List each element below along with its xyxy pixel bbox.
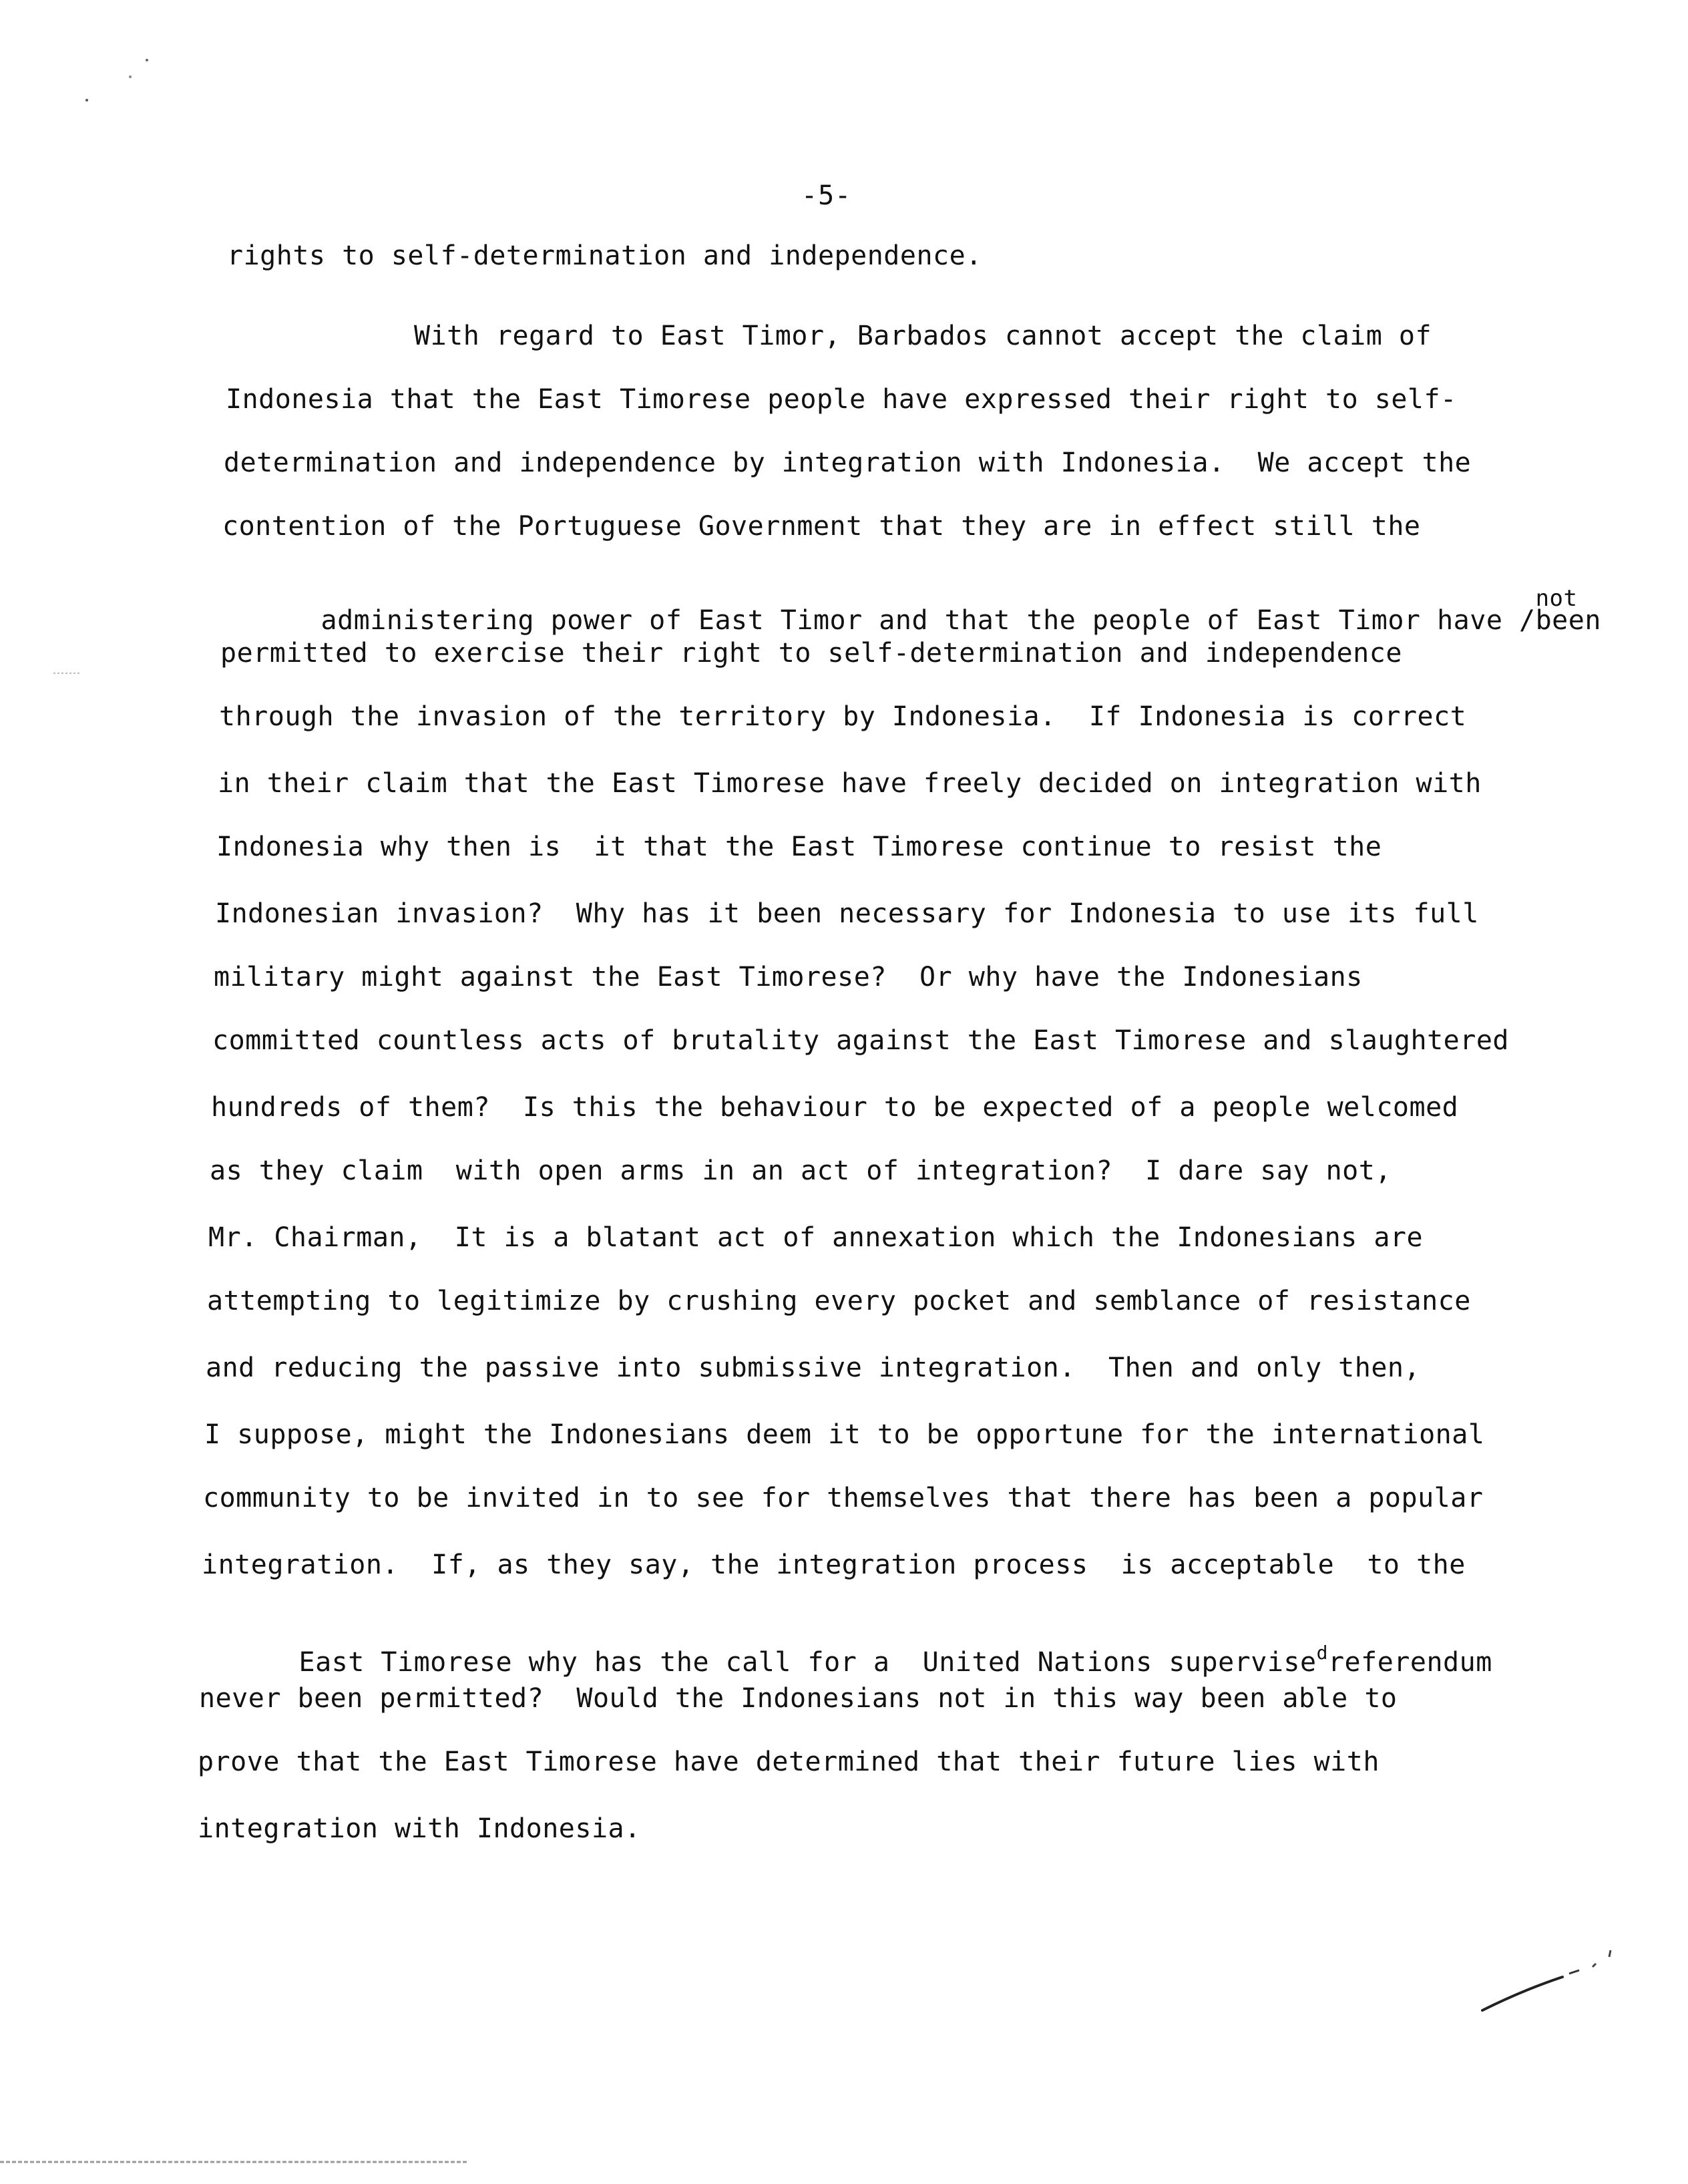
insertion-not: not [1535,585,1578,612]
text-line-21: integration. If, as they say, the integration process is acceptable to the [202,1550,1466,1580]
text-line-16: Mr. Chairman, It is a blatant act of annexation which the Indonesians are [208,1222,1424,1253]
text-line-10: Indonesia why then is it that the East Timorese continue to resist the [216,832,1382,862]
handwritten-insertion [1535,585,1601,636]
text-line-18: and reducing the passive into submissive integration. Then and only then, [206,1352,1421,1383]
text-line-8: through the invasion of the territory by Indonesia. If Indonesia is correct [219,701,1467,732]
text-line-25: integration with Indonesia. [198,1813,641,1844]
page-number: -5- [801,180,852,211]
handwritten-mark-icon [1469,1937,1643,2030]
text-line-20: community to be invited in to see for themselves that there has been a popular [203,1483,1484,1513]
text-line-15: as they claim with open arms in an act of integration? I dare say not, [210,1155,1392,1186]
text-line-5: contention of the Portuguese Government that they are in effect still the [222,511,1421,542]
text-line-14: hundreds of them? Is this the behaviour to be expected of a people welcomed [211,1092,1459,1123]
insertion-d: d [1316,1642,1328,1664]
text-line-2: With regard to East Timor, Barbados cannot accept the claim of [414,321,1432,351]
bottom-scan-edge [0,2154,481,2174]
text-line-4: determination and independence by integration with Indonesia. We accept the [224,447,1472,478]
text-line-24: prove that the East Timorese have determined that their future lies with [198,1747,1380,1777]
insertion-been: been [1535,605,1601,636]
text-line-22-main: East Timorese why has the call for a United Nations supervise [298,1647,1317,1678]
text-line-22-tail: referendum [1327,1647,1492,1678]
scan-specks [67,40,214,120]
text-line-23: never been permitted? Would the Indonesians not in this way been able to [199,1683,1398,1714]
text-line-12: military might against the East Timorese? Or why have the Indonesians [214,962,1363,992]
text-line-13: committed countless acts of brutality against the East Timorese and slaughtered [212,1025,1509,1056]
text-line-7: permitted to exercise their right to self-determination and independence [220,638,1402,669]
text-line-1: rights to self-determination and independence. [227,240,982,271]
text-line-3: Indonesia that the East Timorese people have expressed their right to self- [226,384,1457,415]
text-line-9: in their claim that the East Timorese have freely decided on integration with [218,768,1482,799]
margin-speck [53,668,93,681]
text-line-11: Indonesian invasion? Why has it been necessary for Indonesia to use its full [215,898,1479,929]
text-line-6-main: administering power of East Timor and that the people of East Timor have / [321,605,1536,636]
text-line-17: attempting to legitimize by crushing every pocket and semblance of resistance [207,1286,1471,1316]
text-line-19: I suppose, might the Indonesians deem it to be opportune for the international [204,1419,1485,1450]
